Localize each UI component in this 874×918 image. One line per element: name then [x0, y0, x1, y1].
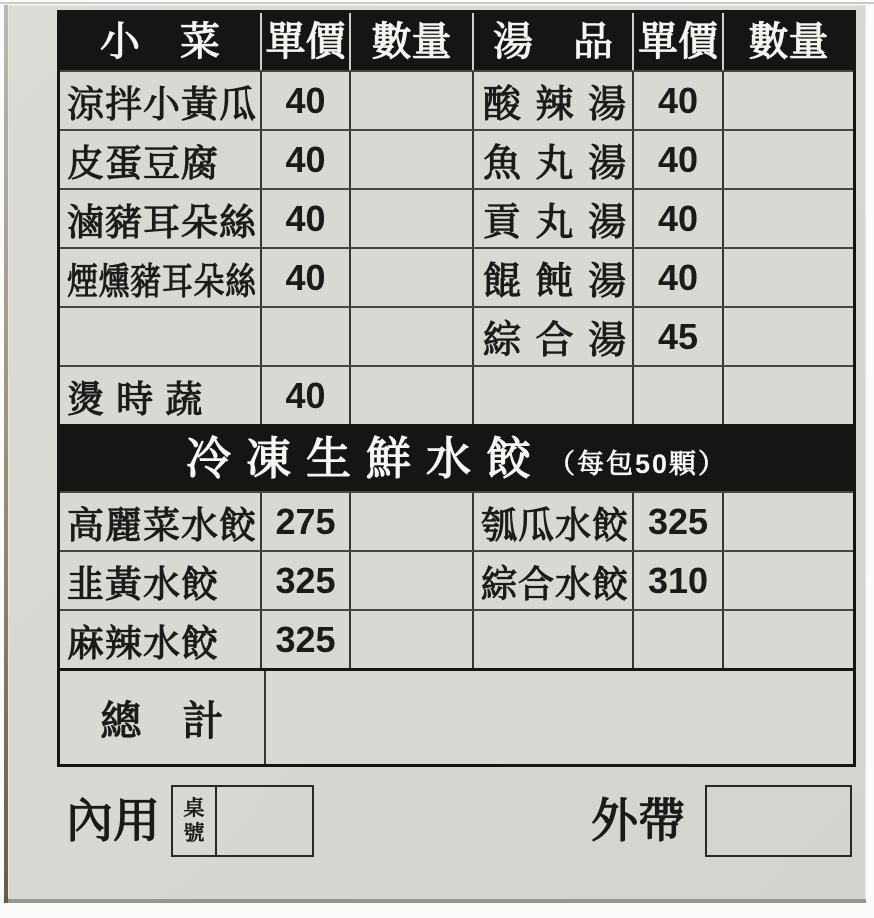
table-number-blank — [217, 787, 312, 855]
takeout-box — [705, 785, 852, 857]
dine-in-label: 內用 — [66, 794, 160, 847]
header-quantity-right: 數量 — [722, 13, 853, 70]
soup-name: 酸 辣 湯 — [472, 72, 632, 129]
photo-top-edge — [0, 2, 874, 4]
soup-price: 40 — [632, 131, 722, 188]
menu-row — [60, 188, 853, 247]
soup-qty-blank — [722, 72, 853, 129]
soup-qty-blank — [722, 308, 853, 365]
dumpling-name: 高麗菜水餃 — [67, 504, 257, 546]
dumpling-row — [60, 609, 853, 668]
header-side-dishes: 小 菜 — [100, 19, 220, 64]
dish-name-blank — [60, 308, 260, 365]
paper-bottom-edge — [8, 899, 866, 903]
dish-qty-blank — [349, 249, 472, 306]
dumpling-qty-blank — [722, 493, 853, 550]
table-number-label: 桌號 — [173, 787, 217, 855]
dish-name: 燙 時 蔬 — [67, 378, 204, 420]
table-header-row — [60, 13, 853, 70]
total-value-blank — [266, 671, 853, 764]
soup-price: 40 — [632, 249, 722, 306]
dumpling-qty-blank — [349, 493, 472, 550]
header-unit-price-right: 單價 — [632, 13, 722, 70]
dish-qty-blank — [349, 190, 472, 247]
total-label: 總 計 — [60, 671, 266, 764]
header-soups: 湯 品 — [472, 13, 632, 70]
menu-row — [60, 129, 853, 188]
banner-title: 冷凍生鮮水餃 — [185, 433, 546, 484]
dumpling-price: 325 — [260, 552, 349, 609]
dish-qty-blank — [349, 131, 472, 188]
menu-row — [60, 365, 853, 424]
menu-row — [60, 70, 853, 129]
dish-qty-blank — [349, 72, 472, 129]
dumpling-row — [60, 550, 853, 609]
dumpling-section-banner — [60, 424, 853, 491]
dumpling-qty-blank — [349, 611, 472, 668]
takeout-label: 外帶 — [591, 794, 685, 847]
header-quantity-left: 數量 — [349, 13, 472, 70]
order-table — [57, 10, 856, 767]
soup-price: 40 — [632, 72, 722, 129]
dish-qty-blank — [349, 308, 472, 365]
dumpling-name: 麻辣水餃 — [67, 622, 219, 664]
dish-price: 40 — [260, 72, 349, 129]
soup-price: 45 — [632, 308, 722, 365]
table-number-box — [171, 785, 314, 857]
dumpling-name-blank — [472, 611, 632, 668]
dish-price: 40 — [260, 190, 349, 247]
dumpling-price: 310 — [632, 552, 722, 609]
dish-price: 40 — [260, 367, 349, 424]
dumpling-name: 韭黃水餃 — [67, 563, 219, 605]
dish-name: 涼拌小黃瓜 — [67, 83, 257, 125]
soup-name: 綜 合 湯 — [472, 308, 632, 365]
menu-row — [60, 306, 853, 365]
soup-name: 餛 飩 湯 — [472, 249, 632, 306]
dish-name: 滷豬耳朵絲 — [67, 201, 257, 243]
soup-name-blank — [472, 367, 632, 424]
dumpling-qty-blank — [349, 552, 472, 609]
soup-price-blank — [632, 367, 722, 424]
dumpling-row — [60, 491, 853, 550]
dish-name: 煙燻豬耳朵絲 — [67, 260, 257, 302]
dumpling-qty-blank — [722, 552, 853, 609]
dumpling-price: 275 — [260, 493, 349, 550]
dumpling-price-blank — [632, 611, 722, 668]
header-unit-price-left: 單價 — [260, 13, 349, 70]
dish-name: 皮蛋豆腐 — [67, 142, 219, 184]
soup-name: 魚 丸 湯 — [472, 131, 632, 188]
dish-price-blank — [260, 308, 349, 365]
dumpling-price: 325 — [260, 611, 349, 668]
dish-qty-blank — [349, 367, 472, 424]
soup-price: 40 — [632, 190, 722, 247]
soup-qty-blank — [722, 249, 853, 306]
dumpling-name: 瓠瓜水餃 — [472, 493, 632, 550]
soup-qty-blank — [722, 131, 853, 188]
dish-price: 40 — [260, 249, 349, 306]
total-row — [60, 668, 853, 764]
dumpling-qty-blank — [722, 611, 853, 668]
soup-qty-blank — [722, 367, 853, 424]
dumpling-name: 綜合水餃 — [472, 552, 632, 609]
dish-price: 40 — [260, 131, 349, 188]
soup-name: 貢 丸 湯 — [472, 190, 632, 247]
banner-note: （每包50顆） — [547, 449, 728, 479]
soup-qty-blank — [722, 190, 853, 247]
menu-row — [60, 247, 853, 306]
dumpling-price: 325 — [632, 493, 722, 550]
